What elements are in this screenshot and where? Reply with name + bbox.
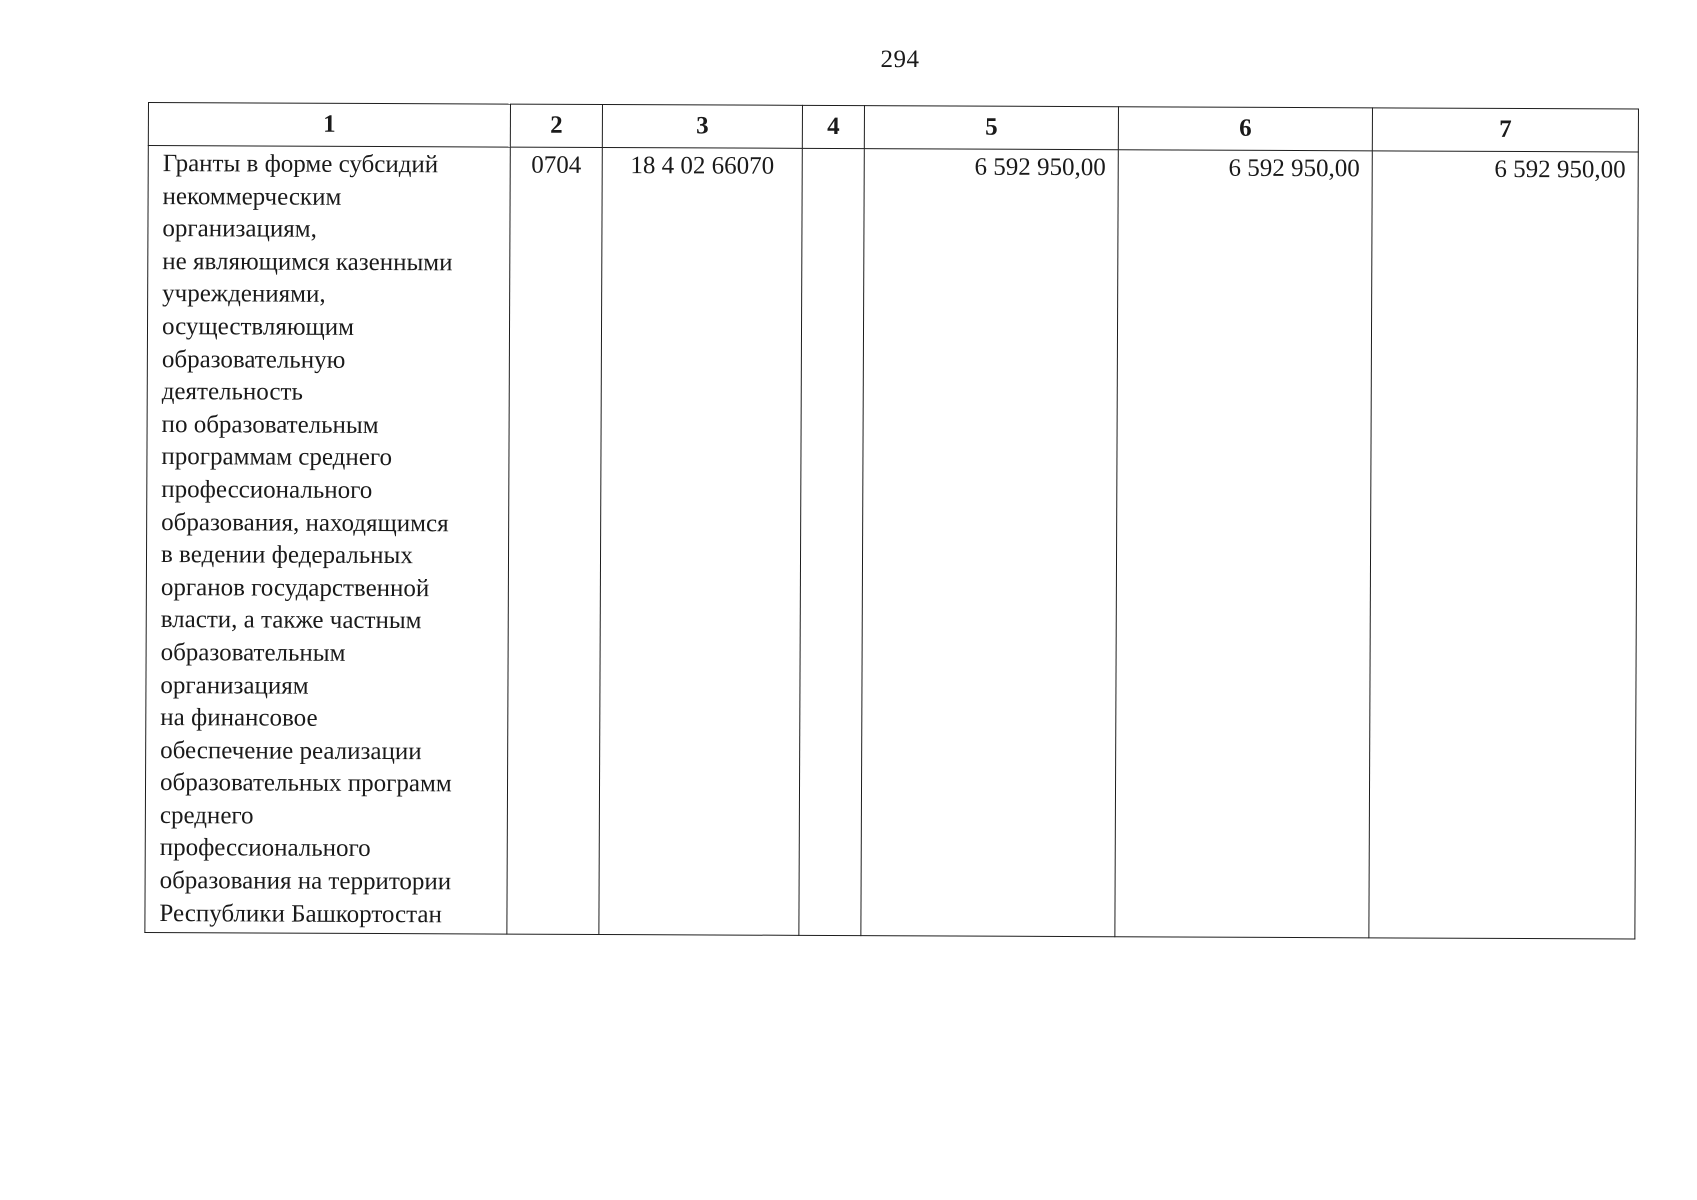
header-col-2: 2 [510,104,602,147]
description-line: организациям, [162,215,317,243]
description-line: Гранты в форме субсидий [162,150,439,179]
description-line: образования на территории [159,867,452,896]
description-line: среднего [159,801,254,830]
description-line: власти, а также частным [160,606,422,635]
description-line: по образовательным [161,410,379,439]
description-line: органов государственной [160,573,430,602]
description-line: образовательную [161,345,346,374]
amount-col5-cell: 6 592 950,00 [861,149,1118,937]
header-col-5: 5 [864,106,1118,150]
description-line: осуществляющим [161,313,355,341]
header-col-6: 6 [1118,107,1372,151]
header-col-4: 4 [802,105,864,148]
expense-type-cell [799,148,864,936]
description-line: некоммерческим [162,182,342,211]
description-line: организациям [160,671,309,700]
description-line: профессионального [161,475,373,504]
description-line: образования, находящимся [161,508,449,537]
budget-table [144,102,1639,940]
amount-col7-cell: 6 592 950,00 [1369,151,1638,939]
description-line: в ведении федеральных [160,541,413,570]
description-line: на финансовое [160,704,318,732]
section-code-cell: 0704 [507,147,602,935]
row-description [145,146,510,935]
description-line: учреждениями, [162,280,326,309]
header-col-1: 1 [148,103,510,148]
description-line: обеспечение реализации [160,736,422,765]
description-line: Республики Башкортостан [159,899,442,928]
description-line: профессионального [159,834,371,863]
description-line: образовательным [160,638,346,667]
description-line: образовательных программ [159,769,452,798]
header-col-3: 3 [602,104,802,148]
header-row [148,103,1638,153]
page-number: 294 [880,46,920,73]
description-line: не являющимся казенными [162,247,453,277]
header-col-7: 7 [1372,108,1638,152]
description-line: деятельность [161,378,303,406]
description-line: программам среднего [161,443,393,472]
amount-col6-cell: 6 592 950,00 [1115,150,1372,938]
target-article-cell: 18 4 02 66070 [599,147,802,935]
table-row [145,146,1638,940]
